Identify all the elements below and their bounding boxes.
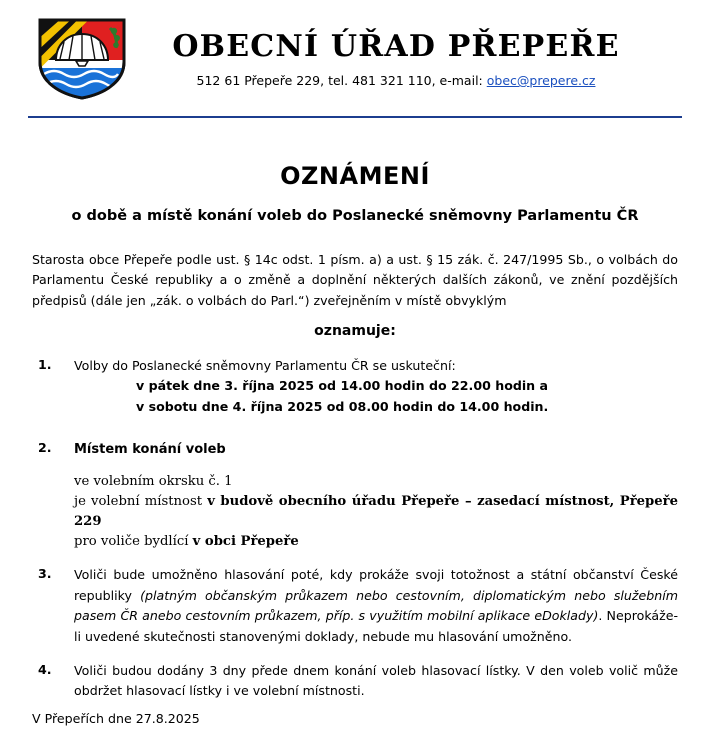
item2-room-value: v budově obecního úřadu Přepeře – zasedací místnost, Přepeře 229 — [74, 493, 678, 529]
item3-text-italic: (platným občanským průkazem nebo cestovním, diplomatickým nebo služebním pasem ČR anebo cestovním průkazem, příp. s využitím mobilní aplikace eDoklady) — [74, 587, 679, 624]
item-content — [74, 356, 678, 417]
office-email-link[interactable]: obec@prepere.cz — [486, 73, 596, 88]
item2-room-prefix: je volební místnost — [74, 493, 208, 509]
item2-voters-prefix: pro voliče bydlící — [74, 533, 193, 549]
item1-time-saturday: v sobotu dne 4. října 2025 od 08.00 hodin do 14.00 hodin. — [136, 398, 549, 414]
notice-item-1 — [32, 356, 678, 417]
footer-date: V Přepeřích dne 27.8.2025 — [32, 711, 200, 726]
spacer — [32, 431, 678, 439]
coat-of-arms-icon — [36, 16, 128, 102]
office-contact — [128, 73, 664, 88]
document-header — [26, 0, 684, 102]
item2-voters-value: v obci Přepeře — [192, 533, 299, 549]
notice-item-2 — [32, 439, 678, 551]
notice-title: OZNÁMENÍ — [280, 162, 430, 190]
spacer — [74, 460, 678, 472]
item2-voters — [74, 532, 678, 552]
item3-text-part1: Voliči bude umožněno hlasování poté, kdy prokáže svoji totožnost a státní občanství České republiky — [74, 567, 678, 603]
notice-item-3 — [32, 565, 678, 647]
item2-title: Místem konání voleb — [74, 442, 226, 458]
item-number: 3. — [38, 566, 52, 582]
item2-district: ve volebním okrsku č. 1 — [74, 474, 233, 490]
header-divider — [28, 116, 682, 118]
item1-time-friday: v pátek dne 3. října 2025 od 14.00 hodin do 22.00 hodin a — [136, 378, 549, 394]
item-number: 2. — [38, 440, 52, 456]
item-content — [74, 565, 678, 647]
item-number: 4. — [38, 661, 52, 677]
notice-intro-paragraph: Starosta obce Přepeře podle ust. § 14c odst. 1 písm. a) a ust. § 15 zák. č. 247/1995 Sb., o volbách do Parlamentu České republiky a o změně a doplnění některých dalších zákonů, ve znění pozdějších předpisů (dále jen „zák. o volbách do Parl.“) zveřejněním v místě obvyklým — [32, 251, 678, 308]
item3-text-part2: . Neprokáže-li uvedené skutečnosti stanovenými doklady, nebude mu hlasování umožněno. — [74, 608, 679, 644]
item-number: 1. — [38, 356, 52, 372]
office-contact-text: 512 61 Přepeře 229, tel. 481 321 110, e-mail: — [196, 73, 487, 88]
item1-lead: Volby do Poslanecké sněmovny Parlamentu ČR se uskuteční: — [74, 357, 456, 373]
item2-room — [74, 492, 678, 532]
header-text-block — [128, 30, 684, 88]
item-content: Voliči budou dodány 3 dny přede dnem konání voleb hlasovací lístky. V den voleb volič může obdržet hlasovací lístky i ve volební místnosti. — [74, 662, 678, 699]
notice-subtitle: o době a místě konání voleb do Poslanecké sněmovny Parlamentu ČR — [71, 208, 639, 224]
notice-body — [26, 158, 684, 702]
notice-item-4 — [32, 661, 678, 702]
office-title: OBECNÍ ÚŘAD PŘEPEŘE — [172, 29, 620, 64]
item-content — [74, 439, 678, 551]
announce-word: oznamuje: — [314, 322, 396, 339]
